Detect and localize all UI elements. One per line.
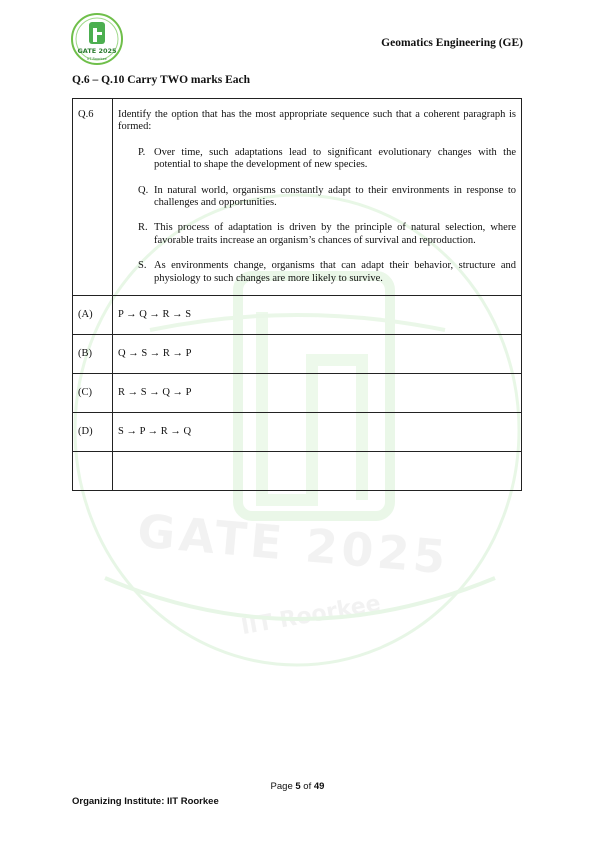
statement-label: P. [138,146,146,158]
option-row-c [73,374,522,413]
page-prefix: Page [270,781,296,792]
statement-text: Over time, such adaptations lead to significant evolutionary changes with the potential to shape the development of new species. [154,146,516,171]
page-total: 49 [313,781,325,792]
statement-q [138,185,516,210]
logo-text: GATE 2025 [77,47,117,55]
question-row [73,99,522,296]
page-current: 5 [295,781,301,792]
statement-text: As environments change, organisms that can adapt their behavior, structure and physiology to such changes are more likely to survive. [154,260,516,284]
statement-label: Q. [138,184,149,196]
option-text: P → Q → R → S [113,296,522,335]
watermark-subtitle: IIT Roorkee [239,591,383,641]
paper-subject: Geomatics Engineering (GE) [381,37,523,49]
option-row-b [73,335,522,374]
question-table [72,98,522,491]
watermark-title: GATE 2025 [135,503,452,585]
organizing-institute: Organizing Institute: IIT Roorkee [72,796,219,807]
statement-label: S. [138,260,147,272]
statement-text: This process of adaptation is driven by the principle of natural selection, where favorable traits increase an organism’s chances of survival and reproduction. [154,222,516,246]
statement-s [138,260,516,285]
option-text: S → P → R → Q [113,413,522,452]
question-number: Q.6 [73,99,113,296]
statement-r [138,222,516,247]
question-body [113,99,522,296]
statement-text: In natural world, organisms constantly adapt to their environments in response to challenges and opportunities. [154,184,516,209]
logo-subtext: IIT Roorkee [87,57,107,61]
answer-blank-row [73,452,522,491]
page-of: of [300,781,314,792]
statement-label: R. [138,222,148,234]
option-text: Q → S → R → P [113,335,522,374]
option-label: (B) [73,335,113,374]
option-row-d [73,413,522,452]
question-stem: Identify the option that has the most appropriate sequence such that a coherent paragraph is formed: [118,109,516,133]
option-label: (D) [73,413,113,452]
page-number [0,781,595,792]
blank-cell [113,452,522,491]
section-title: Q.6 – Q.10 Carry TWO marks Each [72,74,251,86]
blank-cell [73,452,113,491]
option-label: (C) [73,374,113,413]
gate-2025-logo [70,12,124,66]
statement-p [138,147,516,172]
option-row-a [73,296,522,335]
option-text: R → S → Q → P [113,374,522,413]
option-label: (A) [73,296,113,335]
